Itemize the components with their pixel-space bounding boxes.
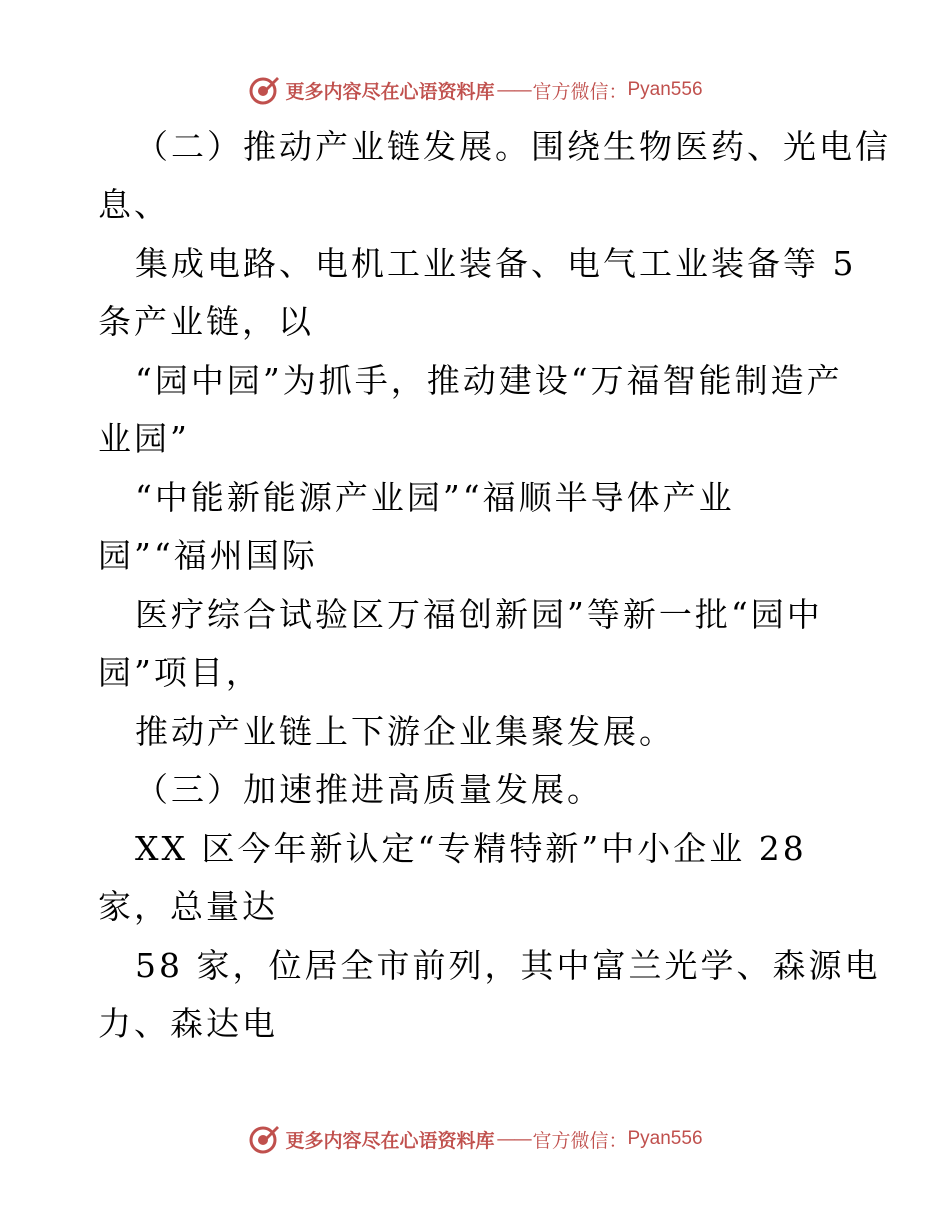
body-line: 业园” xyxy=(98,419,190,458)
watermark-brand: 更多内容尽在心语资料库 xyxy=(285,1129,495,1152)
watermark-label: 官方微信： xyxy=(532,80,628,103)
body-line: 力、森达电 xyxy=(98,1004,278,1043)
watermark-dash: —— xyxy=(496,1128,531,1150)
body-line: XX 区今年新认定“专精特新”中小企业 28 xyxy=(135,829,807,868)
body-line: （三）加速推进高质量发展。 xyxy=(135,770,603,809)
body-line: 推动产业链上下游企业集聚发展。 xyxy=(135,712,675,751)
footer-watermark xyxy=(0,1119,950,1159)
header-watermark xyxy=(0,70,950,110)
watermark-label: 官方微信： xyxy=(532,1129,628,1152)
body-line: 园”项目， xyxy=(98,653,262,692)
body-line: 园”“福州国际 xyxy=(98,536,318,575)
watermark-wechat-id: Pyan556 xyxy=(627,1128,703,1149)
body-line: 医疗综合试验区万福创新园”等新一批“园中 xyxy=(135,595,823,634)
body-line: 家，总量达 xyxy=(98,887,278,926)
pen-circle-icon xyxy=(247,73,281,107)
body-line: “中能新能源产业园”“福顺半导体产业 xyxy=(135,478,735,517)
watermark-wechat-id: Pyan556 xyxy=(627,79,703,100)
body-line: “园中园”为抓手，推动建设“万福智能制造产 xyxy=(135,361,843,400)
body-line: 条产业链，以 xyxy=(98,302,314,341)
body-line: （二）推动产业链发展。围绕生物医药、光电信 xyxy=(135,127,891,166)
body-line: 58 家，位居全市前列，其中富兰光学、森源电 xyxy=(135,946,881,985)
watermark-dash: —— xyxy=(496,79,531,101)
watermark-brand: 更多内容尽在心语资料库 xyxy=(285,80,495,103)
body-line: 集成电路、电机工业装备、电气工业装备等 5 xyxy=(135,244,857,283)
body-line: 息、 xyxy=(98,185,170,224)
pen-circle-icon xyxy=(247,1122,281,1156)
